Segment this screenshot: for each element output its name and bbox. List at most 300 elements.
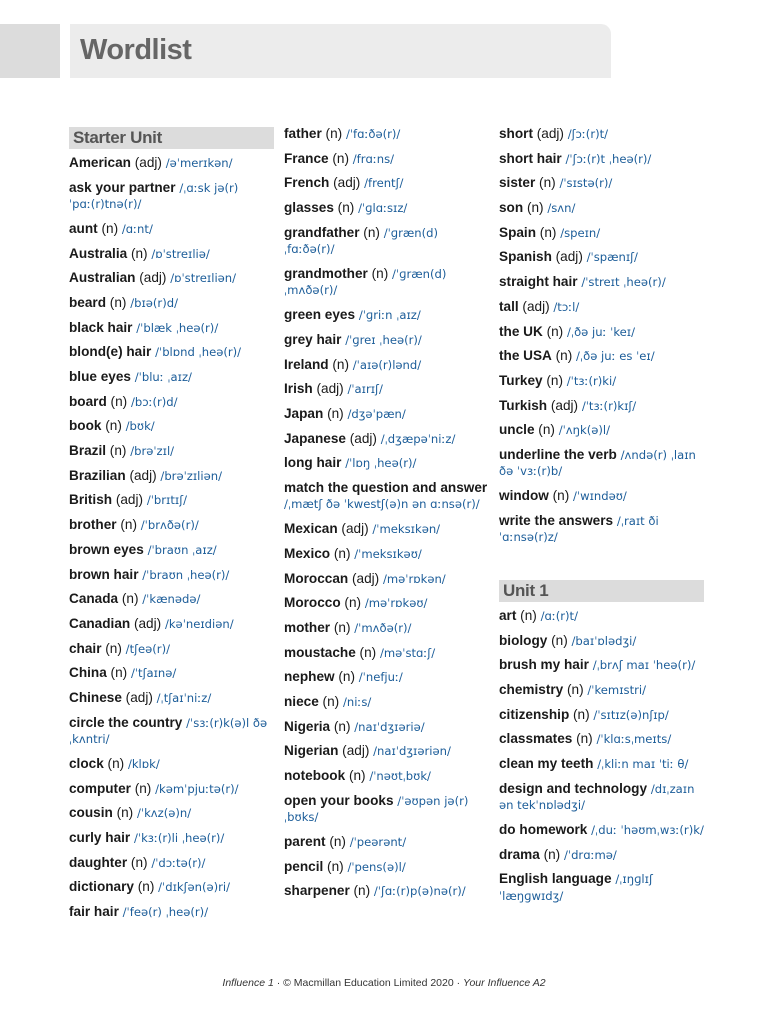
part-of-speech: (n): [101, 640, 126, 656]
part-of-speech: (n): [535, 175, 560, 191]
phonetic-transcription: /bʊk/: [125, 419, 155, 434]
word-entry: [284, 480, 489, 513]
word-term: short: [499, 126, 533, 141]
word-entry: [284, 546, 489, 563]
phonetic-transcription: /ˈtʃaɪnə/: [130, 666, 177, 681]
part-of-speech: (adj): [337, 521, 373, 537]
word-entry: [499, 225, 704, 242]
part-of-speech: (n): [563, 681, 588, 697]
phonetic-transcription: /ˈfeə(r) ˌheə(r)/: [122, 904, 209, 919]
word-term: window: [499, 488, 549, 504]
word-entry: [69, 221, 274, 238]
phonetic-transcription: /ˈstreɪt ˌheə(r)/: [581, 275, 666, 290]
word-entry: [69, 542, 274, 559]
phonetic-transcription: /məˈstɑːʃ/: [379, 645, 436, 660]
word-entry: [499, 151, 704, 168]
phonetic-transcription: /ˌkliːn maɪ ˈtiː θ/: [597, 756, 689, 771]
footer-book-title: Influence 1: [222, 977, 274, 989]
part-of-speech: (n): [101, 418, 126, 434]
part-of-speech: (n): [106, 294, 131, 310]
part-of-speech: (adj): [312, 381, 348, 397]
word-entry: [69, 879, 274, 896]
word-term: brown hair: [69, 566, 139, 582]
phonetic-transcription: /sʌn/: [547, 201, 576, 216]
word-term: father: [284, 126, 322, 141]
word-entry: [69, 468, 274, 485]
phonetic-transcription: /ˌbrʌʃ maɪ ˈheə(r)/: [592, 658, 696, 673]
phonetic-transcription: /tɔːl/: [553, 299, 580, 314]
word-term: aunt: [69, 220, 98, 236]
phonetic-transcription: /ˈɡriːn ˌaɪz/: [358, 308, 421, 323]
part-of-speech: (n): [103, 755, 128, 771]
word-term: Mexican: [284, 521, 338, 537]
word-entry: [499, 682, 704, 699]
word-entry: [499, 657, 704, 674]
phonetic-transcription: /ɑː(r)t/: [540, 608, 578, 623]
word-entry: [284, 645, 489, 662]
part-of-speech: (n): [542, 323, 567, 339]
word-term: Australian: [69, 270, 136, 286]
word-entry: [284, 225, 489, 258]
phonetic-transcription: /ˈspænɪʃ/: [586, 250, 638, 265]
word-term: Australia: [69, 245, 128, 261]
word-term: short hair: [499, 150, 562, 166]
word-term: Nigeria: [284, 718, 331, 734]
word-entry: [499, 756, 704, 773]
part-of-speech: (n): [133, 879, 159, 895]
phonetic-transcription: /ˈnəʊtˌbʊk/: [369, 769, 431, 783]
part-of-speech: (adj): [329, 175, 365, 191]
word-term: curly hair: [69, 829, 131, 845]
phonetic-transcription: /ˈmeksɪkən/: [372, 522, 441, 537]
phonetic-transcription: /ˈɡræn(d) ˌmʌðə(r)/: [284, 266, 447, 298]
word-entry: [499, 398, 704, 415]
word-entry: [284, 357, 489, 374]
word-term: art: [499, 607, 517, 623]
part-of-speech: (n): [112, 805, 137, 821]
phonetic-transcription: /ˈmʌðə(r)/: [354, 620, 412, 635]
phonetic-transcription: /ˈɡlɑːsɪz/: [358, 201, 408, 216]
word-term: brush my hair: [499, 657, 589, 673]
phonetic-transcription: /naɪˈdʒɪəriə/: [354, 719, 425, 734]
part-of-speech: (adj): [518, 298, 554, 314]
word-entry: [69, 320, 274, 337]
part-of-speech: (adj): [532, 126, 568, 141]
word-entry: [499, 608, 704, 625]
part-of-speech: (n): [547, 632, 572, 648]
word-term: long hair: [284, 455, 342, 471]
part-of-speech: (adj): [345, 430, 381, 446]
part-of-speech: (n): [330, 545, 355, 561]
word-entry: [284, 571, 489, 588]
word-list: [499, 126, 704, 546]
word-term: computer: [69, 780, 131, 796]
part-of-speech: (adj): [547, 397, 582, 413]
word-term: glasses: [284, 200, 334, 216]
word-entry: [69, 517, 274, 534]
word-entry: [69, 690, 274, 707]
part-of-speech: (n): [536, 224, 561, 240]
word-term: Brazilian: [69, 467, 126, 483]
word-entry: [69, 180, 274, 213]
word-term: chemistry: [499, 681, 564, 697]
phonetic-transcription: /ˈʃɑː(r)p(ə)nə(r)/: [373, 884, 466, 899]
part-of-speech: (n): [106, 393, 131, 409]
word-entry: [499, 324, 704, 341]
part-of-speech: (n): [333, 200, 359, 216]
phonetic-transcription: /speɪn/: [560, 225, 601, 240]
part-of-speech: (n): [334, 669, 359, 685]
word-entry: [69, 665, 274, 682]
word-term: Canada: [69, 591, 119, 607]
word-term: chair: [69, 640, 102, 656]
phonetic-transcription: /ˌduː ˈhəʊmˌwɜː(r)k/: [591, 822, 704, 837]
word-entry: [284, 719, 489, 736]
phonetic-transcription: /ˈəʊpən jə(r) ˌbʊks/: [284, 793, 469, 825]
part-of-speech: (adj): [130, 155, 166, 170]
word-term: daughter: [69, 854, 128, 870]
word-term: Ireland: [284, 356, 329, 372]
word-term: sharpener: [284, 883, 350, 899]
column-2: [284, 126, 489, 908]
phonetic-transcription: /ˈaɪrɪʃ/: [347, 382, 383, 397]
part-of-speech: (adj): [135, 270, 171, 286]
word-term: blue eyes: [69, 369, 131, 384]
part-of-speech: (n): [542, 372, 567, 388]
word-entry: [284, 768, 489, 785]
word-entry: [499, 871, 704, 904]
part-of-speech: (adj): [125, 467, 161, 483]
word-entry: [499, 274, 704, 291]
phonetic-transcription: /ˈblæk ˌheə(r)/: [136, 320, 219, 335]
part-of-speech: (adj): [121, 689, 157, 705]
word-entry: [284, 595, 489, 612]
word-entry: [69, 830, 274, 847]
phonetic-transcription: /ˈkemɪstri/: [587, 682, 647, 697]
phonetic-transcription: /kəmˈpjuːtə(r)/: [155, 781, 239, 796]
word-term: Turkey: [499, 372, 543, 388]
column-1: [69, 126, 274, 929]
word-entry: [499, 126, 704, 143]
phonetic-transcription: /ˈkʌz(ə)n/: [136, 806, 192, 821]
word-entry: [284, 126, 489, 143]
phonetic-transcription: /ˈdɔːtə(r)/: [151, 855, 206, 870]
part-of-speech: (n): [325, 833, 350, 849]
word-term: Moroccan: [284, 570, 349, 586]
word-term: dictionary: [69, 879, 134, 895]
part-of-speech: (n): [321, 126, 346, 141]
word-term: Brazil: [69, 443, 107, 459]
word-entry: [284, 175, 489, 192]
word-term: classmates: [499, 731, 573, 747]
word-entry: [69, 567, 274, 584]
phonetic-transcription: /ˌmætʃ ðə ˈkwestʃ(ə)n ən ɑːnsə(r)/: [284, 497, 480, 512]
phonetic-transcription: /ˈtɜː(r)ki/: [566, 373, 617, 388]
part-of-speech: (n): [359, 224, 384, 240]
phonetic-transcription: /ɒˈstreɪliə/: [151, 246, 210, 261]
side-tab: [0, 24, 60, 78]
part-of-speech: (n): [534, 422, 559, 438]
phonetic-transcription: /ˌdʒæpəˈniːz/: [380, 431, 456, 446]
word-entry: [69, 641, 274, 658]
part-of-speech: (adj): [338, 743, 374, 759]
part-of-speech: (n): [523, 200, 548, 216]
word-term: open your books: [284, 792, 394, 808]
phonetic-transcription: /kəˈneɪdiən/: [164, 616, 234, 631]
section-heading-starter-unit: Starter Unit: [69, 127, 274, 149]
word-term: citizenship: [499, 706, 570, 722]
part-of-speech: (n): [551, 348, 577, 364]
word-term: Chinese: [69, 689, 122, 705]
word-entry: [499, 200, 704, 217]
page-title: Wordlist: [80, 34, 192, 66]
phonetic-transcription: /ˈʌŋk(ə)l/: [558, 423, 611, 438]
word-term: brown eyes: [69, 541, 144, 557]
word-entry: [69, 904, 274, 921]
phonetic-transcription: /ˈsɪtɪz(ə)nʃɪp/: [593, 707, 669, 722]
word-term: parent: [284, 833, 326, 849]
phonetic-transcription: /dɪˌzaɪn ən tekˈnɒlədʒi/: [499, 781, 695, 813]
word-entry: [284, 743, 489, 760]
word-entry: [284, 406, 489, 423]
footer-series: Your Influence A2: [463, 977, 546, 989]
word-term: uncle: [499, 422, 535, 438]
word-entry: [284, 151, 489, 168]
phonetic-transcription: /frɑːns/: [352, 151, 395, 166]
word-term: son: [499, 200, 524, 216]
phonetic-transcription: /ˌraɪt ði ˈɑːnsə(r)z/: [499, 513, 659, 545]
word-term: American: [69, 155, 131, 170]
word-term: cousin: [69, 805, 113, 821]
part-of-speech: (n): [323, 858, 348, 874]
part-of-speech: (n): [345, 768, 370, 783]
phonetic-transcription: /ˈklɑːsˌmeɪts/: [596, 732, 672, 747]
word-entry: [499, 513, 704, 546]
word-entry: [499, 373, 704, 390]
word-term: beard: [69, 294, 107, 310]
word-term: China: [69, 665, 107, 681]
phonetic-transcription: /ˈfɑːðə(r)/: [345, 127, 401, 141]
phonetic-transcription: /ˈblɒnd ˌheə(r)/: [155, 345, 242, 360]
word-term: Canadian: [69, 615, 131, 631]
part-of-speech: (n): [323, 405, 348, 421]
word-entry: [499, 175, 704, 192]
phonetic-transcription: /məˈrɒkən/: [382, 571, 446, 586]
word-entry: [284, 694, 489, 711]
part-of-speech: (adj): [112, 492, 147, 508]
word-entry: [499, 847, 704, 864]
word-term: fair hair: [69, 903, 119, 919]
word-entry: [69, 616, 274, 633]
word-term: green eyes: [284, 307, 356, 323]
word-list: [69, 155, 274, 920]
word-entry: [69, 781, 274, 798]
word-term: write the answers: [499, 512, 614, 528]
phonetic-transcription: /niːs/: [342, 694, 372, 709]
word-term: Mexico: [284, 545, 331, 561]
word-entry: [69, 246, 274, 263]
phonetic-transcription: /ˌɪŋɡlɪʃ ˈlæŋɡwɪdʒ/: [499, 872, 653, 903]
phonetic-transcription: /ˈaɪə(r)lənd/: [352, 357, 422, 372]
phonetic-transcription: /ʌndə(r) ˌlaɪn ðə ˈvɜː(r)b/: [499, 447, 696, 479]
word-term: niece: [284, 693, 319, 709]
word-entry: [284, 431, 489, 448]
phonetic-transcription: /ˈnefjuː/: [358, 670, 403, 685]
part-of-speech: (n): [127, 854, 152, 870]
word-term: straight hair: [499, 274, 578, 290]
word-term: notebook: [284, 768, 346, 783]
word-term: Turkish: [499, 397, 548, 413]
word-term: book: [69, 418, 102, 434]
phonetic-transcription: /brəˈzɪliən/: [160, 468, 222, 483]
phonetic-transcription: /ˈkɜː(r)li ˌheə(r)/: [133, 830, 225, 845]
phonetic-transcription: /dʒəˈpæn/: [347, 406, 406, 421]
word-term: pencil: [284, 858, 324, 874]
word-entry: [69, 591, 274, 608]
part-of-speech: (n): [127, 245, 152, 261]
word-term: British: [69, 492, 113, 508]
part-of-speech: (n): [569, 706, 594, 722]
word-term: English language: [499, 871, 612, 887]
word-term: the UK: [499, 323, 543, 339]
word-term: Morocco: [284, 595, 341, 611]
word-entry: [69, 756, 274, 773]
phonetic-transcription: /ˈwɪndəʊ/: [573, 489, 627, 504]
phonetic-transcription: /ˈsɪstə(r)/: [559, 176, 613, 191]
word-term: Spain: [499, 224, 537, 240]
part-of-speech: (adj): [551, 249, 587, 265]
phonetic-transcription: /ʃɔː(r)t/: [567, 127, 609, 141]
part-of-speech: (n): [106, 665, 131, 681]
word-entry: [499, 249, 704, 266]
word-term: grandfather: [284, 224, 360, 240]
word-term: Japan: [284, 405, 324, 421]
word-term: Japanese: [284, 430, 346, 446]
word-term: Irish: [284, 381, 313, 397]
phonetic-transcription: /ˈɡræn(d) ˌfɑːðə(r)/: [284, 225, 439, 257]
part-of-speech: (adj): [348, 570, 383, 586]
word-entry: [69, 344, 274, 361]
word-entry: [284, 669, 489, 686]
phonetic-transcription: /ˈmeksɪkəʊ/: [354, 546, 422, 561]
word-entry: [69, 715, 274, 748]
part-of-speech: (n): [539, 846, 564, 862]
word-term: circle the country: [69, 714, 183, 730]
word-entry: [499, 633, 704, 650]
phonetic-transcription: /ˈpeərənt/: [349, 834, 407, 849]
word-term: sister: [499, 175, 536, 191]
phonetic-transcription: /naɪˈdʒɪəriən/: [373, 744, 451, 759]
word-entry: [69, 394, 274, 411]
part-of-speech: (n): [318, 693, 343, 709]
word-term: nephew: [284, 669, 335, 685]
part-of-speech: (n): [349, 883, 374, 899]
part-of-speech: (n): [516, 607, 541, 623]
phonetic-transcription: /baɪˈɒlədʒi/: [571, 633, 637, 648]
word-entry: [499, 822, 704, 839]
phonetic-transcription: /ˈbraʊn ˌaɪz/: [147, 542, 217, 557]
word-entry: [284, 521, 489, 538]
word-entry: [284, 307, 489, 324]
word-term: the USA: [499, 348, 552, 364]
phonetic-transcription: /ˌɑːsk jə(r) ˈpɑː(r)tnə(r)/: [69, 180, 239, 212]
word-list: [284, 126, 489, 900]
part-of-speech: (n): [548, 488, 574, 504]
word-term: grandmother: [284, 265, 368, 281]
phonetic-transcription: /ˈkænədə/: [142, 592, 201, 607]
phonetic-transcription: /bɔː(r)d/: [130, 394, 178, 409]
word-term: moustache: [284, 644, 356, 660]
word-entry: [284, 381, 489, 398]
word-entry: [284, 455, 489, 472]
word-entry: [499, 731, 704, 748]
word-entry: [499, 488, 704, 505]
word-entry: [499, 781, 704, 814]
word-entry: [69, 805, 274, 822]
phonetic-transcription: /ˈdɪkʃən(ə)ri/: [158, 880, 231, 895]
phonetic-transcription: /ˈtɜː(r)kɪʃ/: [581, 398, 637, 413]
phonetic-transcription: /ˈpens(ə)l/: [347, 859, 406, 874]
phonetic-transcription: /ˈɡreɪ ˌheə(r)/: [345, 332, 422, 347]
column-3: [499, 126, 704, 912]
word-entry: [499, 299, 704, 316]
word-term: French: [284, 175, 330, 191]
word-entry: [69, 155, 274, 172]
word-entry: [284, 834, 489, 851]
phonetic-transcription: /ˈbluː ˌaɪz/: [134, 370, 192, 384]
part-of-speech: (n): [97, 220, 122, 236]
word-entry: [69, 270, 274, 287]
word-term: biology: [499, 632, 548, 648]
word-entry: [284, 200, 489, 217]
phonetic-transcription: /ɑːnt/: [121, 221, 153, 236]
word-term: blond(e) hair: [69, 344, 152, 360]
word-entry: [284, 266, 489, 299]
word-term: black hair: [69, 319, 133, 335]
part-of-speech: (n): [116, 517, 141, 533]
word-entry: [284, 620, 489, 637]
phonetic-transcription: /ˌtʃaɪˈniːz/: [156, 690, 212, 705]
word-entry: [69, 855, 274, 872]
phonetic-transcription: /ˈsɜː(r)k(ə)l ðə ˌkʌntri/: [69, 715, 268, 747]
part-of-speech: (n): [328, 150, 353, 166]
part-of-speech: (n): [355, 644, 380, 660]
footer-copyright: · © Macmillan Education Limited 2020 ·: [273, 977, 464, 989]
word-term: grey hair: [284, 331, 342, 347]
word-term: Spanish: [499, 249, 552, 265]
phonetic-transcription: /ˈbraʊn ˌheə(r)/: [142, 567, 230, 582]
word-term: tall: [499, 298, 519, 314]
phonetic-transcription: /ɒˈstreɪliən/: [170, 271, 237, 286]
word-entry: [69, 443, 274, 460]
part-of-speech: (n): [367, 265, 393, 281]
phonetic-transcription: /əˈmerɪkən/: [165, 156, 233, 170]
word-term: Nigerian: [284, 743, 339, 759]
word-entry: [284, 859, 489, 876]
word-term: brother: [69, 517, 117, 533]
part-of-speech: (n): [328, 356, 353, 372]
phonetic-transcription: /ˈdrɑːmə/: [563, 847, 617, 862]
word-entry: [69, 295, 274, 312]
word-entry: [69, 492, 274, 509]
part-of-speech: (n): [340, 595, 365, 611]
word-term: board: [69, 393, 107, 409]
section-heading-unit-1: Unit 1: [499, 580, 704, 602]
word-term: France: [284, 150, 329, 166]
phonetic-transcription: /ˈlɒŋ ˌheə(r)/: [345, 456, 417, 471]
phonetic-transcription: /ˌðə juː es ˈeɪ/: [576, 349, 655, 364]
phonetic-transcription: /bɪə(r)d/: [130, 295, 178, 310]
